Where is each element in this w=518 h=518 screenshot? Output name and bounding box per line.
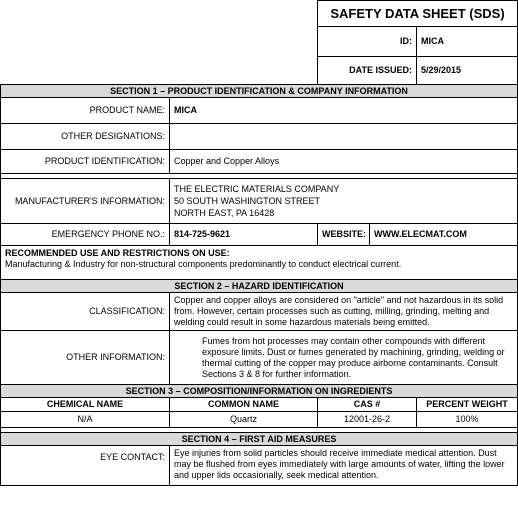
website-value: WWW.ELECMAT.COM: [370, 224, 518, 246]
table-row: [1, 412, 518, 428]
section4-heading: SECTION 4 – FIRST AID MEASURES: [1, 433, 518, 446]
column-header: COMMON NAME: [170, 398, 318, 412]
column-header: CHEMICAL NAME: [1, 398, 170, 412]
section3-heading: SECTION 3 – COMPOSITION/INFORMATION ON INGREDIENTS: [1, 385, 518, 398]
column-header: CAS #: [318, 398, 417, 412]
chemical-name-cell: N/A: [1, 412, 170, 428]
common-name-cell: Quartz: [170, 412, 318, 428]
recommended-use-heading: RECOMMENDED USE AND RESTRICTIONS ON USE:: [5, 248, 230, 258]
eye-contact-label: EYE CONTACT:: [1, 446, 170, 486]
recommended-use-text: Manufacturing & Industry for non-structural components predominantly to conduct electrical current.: [5, 259, 402, 269]
document-title: SAFETY DATA SHEET (SDS): [318, 1, 518, 27]
cas-number-cell: 12001-26-2: [318, 412, 417, 428]
other-information-label: OTHER INFORMATION:: [1, 331, 170, 385]
eye-contact-text: Eye injuries from solid particles should receive immediate medical attention. Dust may be flushed from eyes immediately with large amounts of water, lifting the lower and upper lids occasionally, seek medical attention.: [170, 446, 518, 486]
column-header: PERCENT WEIGHT: [417, 398, 518, 412]
percent-weight-cell: 100%: [417, 412, 518, 428]
manufacturer-info: [170, 179, 518, 224]
section2-heading: SECTION 2 – HAZARD IDENTIFICATION: [1, 280, 518, 293]
manufacturer-label: MANUFACTURER'S INFORMATION:: [1, 179, 170, 224]
other-designations-label: OTHER DESIGNATIONS:: [1, 124, 170, 150]
manufacturer-city: NORTH EAST, PA 16428: [174, 208, 275, 218]
emergency-phone-label: EMERGENCY PHONE NO.:: [1, 224, 170, 246]
classification-label: CLASSIFICATION:: [1, 293, 170, 331]
id-label: ID:: [318, 27, 417, 57]
other-information-text: Fumes from hot processes may contain other compounds with different exposure limits. Dust or fumes generated by machining, grinding, welding or thermal cutting of the copper may produce airborne contaminants. Consult Sections 3 & 8 for further information.: [170, 331, 518, 385]
product-identification-label: PRODUCT IDENTIFICATION:: [1, 150, 170, 174]
header-blank: [1, 1, 318, 85]
section1-heading: SECTION 1 – PRODUCT IDENTIFICATION & COMPANY INFORMATION: [1, 85, 518, 98]
date-issued-value: 5/29/2015: [417, 57, 518, 85]
manufacturer-name: THE ELECTRIC MATERIALS COMPANY: [174, 184, 340, 194]
website-label: WEBSITE:: [318, 224, 370, 246]
date-issued-label: DATE ISSUED:: [318, 57, 417, 85]
id-value: MICA: [417, 27, 518, 57]
product-identification-value: Copper and Copper Alloys: [170, 150, 518, 174]
classification-text: Copper and copper alloys are considered on "article" and not hazardous in its solid from. However, certain processes such as cutting, milling, grinding, melting and welding could result in some hazardous materials being emitted.: [170, 293, 518, 331]
emergency-phone-value: 814-725-9621: [170, 224, 318, 246]
product-name-label: PRODUCT NAME:: [1, 98, 170, 124]
manufacturer-street: 50 SOUTH WASHINGTON STREET: [174, 196, 321, 206]
recommended-use: [1, 246, 518, 280]
other-designations-value: [170, 124, 518, 150]
product-name-value: MICA: [170, 98, 518, 124]
